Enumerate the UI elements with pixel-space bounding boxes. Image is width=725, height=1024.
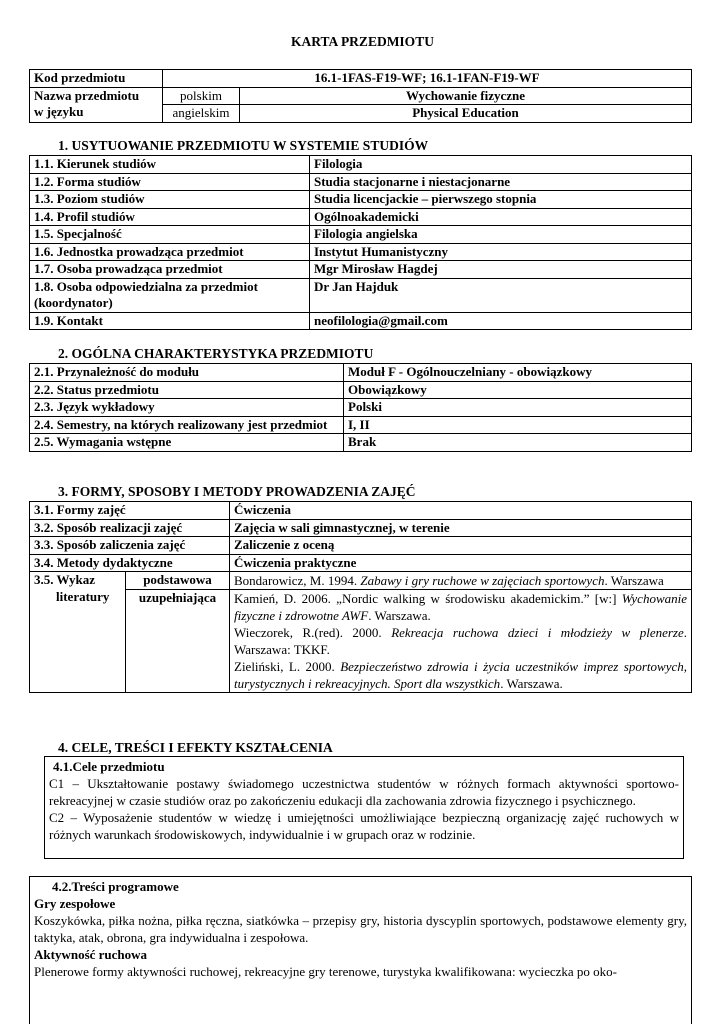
s3-row-value: Zaliczenie z oceną (230, 537, 692, 555)
course-code-value: 16.1-1FAS-F19-WF; 16.1-1FAN-F19-WF (163, 70, 692, 88)
s2-row-value: Moduł F - Ogólnouczelniany - obowiązkowy (344, 364, 692, 382)
s1-row-label: 1.1. Kierunek studiów (30, 156, 310, 174)
s3-row-value: Ćwiczenia (230, 502, 692, 520)
literature-label: 3.5. Wykaz literatury (30, 572, 126, 693)
course-name-label: Nazwa przedmiotu w języku (30, 87, 163, 122)
activity-text: Plenerowe formy aktywności ruchowej, rekreacyjne gry terenowe, turystyka kwalifikowana: wycieczka po oko- (34, 964, 617, 979)
s1-row (30, 173, 692, 191)
activity-title: Aktywność ruchowa (34, 947, 148, 962)
s3-row-label: 3.1. Formy zajęć (30, 502, 230, 520)
s2-row-label: 2.5. Wymagania wstępne (30, 434, 344, 452)
s1-row-label: 1.4. Profil studiów (30, 208, 310, 226)
basic-literature-entry: Bondarowicz, M. 1994. Zabawy i gry ruchowe w zajęciach sportowych. Warszawa (230, 572, 692, 590)
course-code-label: Kod przedmiotu (30, 70, 163, 88)
section2-table (29, 363, 692, 452)
goals-title: 4.1.Cele przedmiotu (53, 759, 165, 774)
content-box (29, 876, 692, 1024)
s1-row-value: Filologia (310, 156, 692, 174)
course-header-table (29, 69, 692, 123)
s1-row-value: Dr Jan Hajduk (310, 278, 692, 312)
s2-row-value: I, II (344, 416, 692, 434)
s1-row (30, 312, 692, 330)
s2-row (30, 381, 692, 399)
s1-row (30, 208, 692, 226)
literature-entry: Wieczorek, R.(red). 2000. Rekreacja ruchowa dzieci i młodzieży w plenerze. Warszawa: TKKF. (234, 625, 688, 657)
section1-heading: 1. USYTUOWANIE PRZEDMIOTU W SYSTEMIE STUDIÓW (58, 138, 429, 153)
goal-c2: C2 – Wyposażenie studentów w wiedzę i umiejętności umożliwiające bezpieczną organizację zajęć ruchowych w różnych warunkach środowiskowych, indywidualnie i w grupach oraz w rodzinie. (49, 810, 679, 842)
section2-heading: 2. OGÓLNA CHARAKTERYSTYKA PRZEDMIOTU (58, 346, 374, 361)
extra-literature-list (230, 590, 692, 693)
extra-literature-label: uzupełniająca (126, 590, 230, 693)
literature-entry: Zieliński, L. 2000. Bezpieczeństwo zdrowia i życia uczestników imprez sportowych, turystycznych i rekreacyjnych. Sport dla wszystkich. Warszawa. (234, 659, 687, 691)
s1-row-value: Mgr Mirosław Hagdej (310, 261, 692, 279)
s1-row-label: 1.9. Kontakt (30, 312, 310, 330)
s2-row-value: Polski (344, 399, 692, 417)
s1-row (30, 261, 692, 279)
s2-row (30, 416, 692, 434)
s1-row-label: 1.6. Jednostka prowadząca przedmiot (30, 243, 310, 261)
s1-row-label: 1.7. Osoba prowadząca przedmiot (30, 261, 310, 279)
team-games-text: Koszykówka, piłka nożna, piłka ręczna, siatkówka – przepisy gry, historia dyscyplin sportowych, podstawowe elementy gry, taktyka, atak, obrona, gra indywidualna i zespołowa. (34, 913, 687, 945)
s1-row-value: Studia stacjonarne i niestacjonarne (310, 173, 692, 191)
s1-row (30, 243, 692, 261)
s2-row (30, 399, 692, 417)
s2-row-label: 2.4. Semestry, na których realizowany jest przedmiot (30, 416, 344, 434)
s1-row (30, 191, 692, 209)
s2-row-value: Brak (344, 434, 692, 452)
s2-row-label: 2.2. Status przedmiotu (30, 381, 344, 399)
s3-row-label: 3.4. Metody dydaktyczne (30, 554, 230, 572)
s1-row-label: 1.5. Specjalność (30, 226, 310, 244)
s1-row-label: 1.8. Osoba odpowiedzialna za przedmiot (koordynator) (30, 278, 310, 312)
s2-row (30, 364, 692, 382)
s1-row (30, 226, 692, 244)
s1-row-value: Ogólnoakademicki (310, 208, 692, 226)
s3-row-label: 3.3. Sposób zaliczenia zajęć (30, 537, 230, 555)
course-name-polish: Wychowanie fizyczne (240, 87, 692, 105)
section3-heading: 3. FORMY, SPOSOBY I METODY PROWADZENIA ZAJĘĆ (58, 484, 416, 499)
s3-row-value: Zajęcia w sali gimnastycznej, w terenie (230, 519, 692, 537)
section3-table (29, 501, 692, 693)
s3-row-value: Ćwiczenia praktyczne (230, 554, 692, 572)
lang-polish-label: polskim (163, 87, 240, 105)
s1-row-label: 1.2. Forma studiów (30, 173, 310, 191)
s2-row (30, 434, 692, 452)
s1-row (30, 278, 692, 312)
section4-heading: 4. CELE, TREŚCI I EFEKTY KSZTAŁCENIA (58, 740, 333, 755)
literature-entry: Kamień, D. 2006. „Nordic walking w środowisku akademickim.” [w:] Wychowanie fizyczne i zdrowotne AWF. Warszawa. (234, 591, 687, 623)
goal-c1: C1 – Ukształtowanie postawy świadomego uczestnictwa studentów w różnych formach aktywności sportowo-rekreacyjnej w czasie studiów oraz po zakończeniu edukacji dla zachowania zdrowia fizycznego i psychicznego. (49, 776, 679, 808)
s2-row-label: 2.3. Język wykładowy (30, 399, 344, 417)
s1-row-value: Instytut Humanistyczny (310, 243, 692, 261)
goals-box (44, 756, 684, 859)
page-title: KARTA PRZEDMIOTU (291, 34, 434, 49)
s1-row-value: Studia licencjackie – pierwszego stopnia (310, 191, 692, 209)
content-title: 4.2.Treści programowe (52, 879, 179, 894)
course-name-english: Physical Education (240, 105, 692, 123)
s1-row (30, 156, 692, 174)
s1-row-value: neofilologia@gmail.com (310, 312, 692, 330)
s1-row-value: Filologia angielska (310, 226, 692, 244)
section1-table (29, 155, 692, 330)
s1-row-label: 1.3. Poziom studiów (30, 191, 310, 209)
team-games-title: Gry zespołowe (34, 896, 116, 911)
s3-row-label: 3.2. Sposób realizacji zajęć (30, 519, 230, 537)
s2-row-label: 2.1. Przynależność do modułu (30, 364, 344, 382)
basic-literature-label: podstawowa (126, 572, 230, 590)
s2-row-value: Obowiązkowy (344, 381, 692, 399)
lang-english-label: angielskim (163, 105, 240, 123)
